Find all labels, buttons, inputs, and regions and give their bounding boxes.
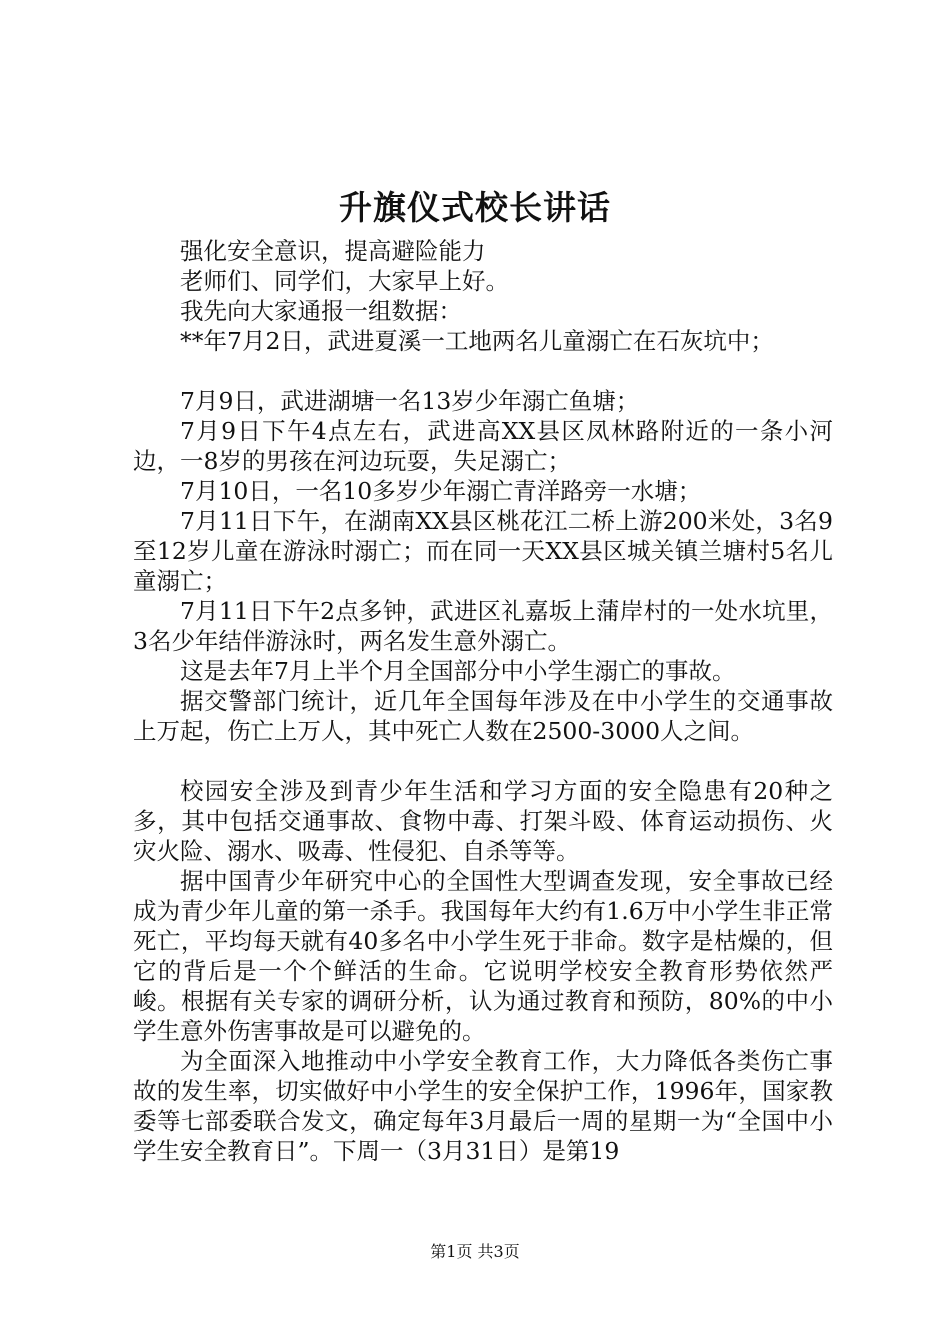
paragraph-research: 据中国青少年研究中心的全国性大型调查发现，安全事故已经成为青少年儿童的第一杀手。我国每年大约有1.6万中小学生非正常死亡，平均每天就有40多名中小学生死于非命。数字是枯燥的，但它的背后是一个个鲜活的生命。它说明学校安全教育形势依然严峻。根据有关专家的调研分析，认为通过教育和预防，80%的中小学生意外伤害事故是可以避免的。	[133, 867, 833, 1045]
paragraph-subtitle: 强化安全意识，提高避险能力	[180, 237, 486, 265]
paragraph-incident-6: 7月11日下午2点多钟，武进区礼嘉坂上蒲岸村的一处水坑里，3名少年结伴游泳时，两名发生意外溺亡。	[133, 597, 833, 655]
document-body	[133, 236, 833, 1166]
paragraph-incident-1: **年7月2日，武进夏溪一工地两名儿童溺亡在石灰坑中；	[180, 327, 774, 355]
blank-line	[133, 356, 833, 386]
page-title: 升旗仪式校长讲话	[339, 188, 611, 227]
paragraph-greeting: 老师们、同学们，大家早上好。	[180, 267, 509, 295]
paragraph-incident-5: 7月11日下午，在湖南XX县区桃花江二桥上游200米处，3名9至12岁儿童在游泳时溺亡；而在同一天XX县区城关镇兰塘村5名儿童溺亡；	[133, 507, 833, 595]
paragraph-incident-3: 7月9日下午4点左右，武进高XX县区凤林路附近的一条小河边，一8岁的男孩在河边玩耍，失足溺亡；	[133, 417, 833, 475]
paragraph-campus-safety: 校园安全涉及到青少年生活和学习方面的安全隐患有20种之多，其中包括交通事故、食物中毒、打架斗殴、体育运动损伤、火灾火险、溺水、吸毒、性侵犯、自杀等等。	[133, 777, 833, 865]
paragraph-incident-4: 7月10日，一名10多岁少年溺亡青洋路旁一水塘；	[180, 477, 702, 505]
paragraph-traffic: 据交警部门统计，近几年全国每年涉及在中小学生的交通事故上万起，伤亡上万人，其中死亡人数在2500-3000人之间。	[133, 687, 833, 745]
paragraph-intro: 我先向大家通报一组数据：	[180, 297, 462, 325]
blank-line	[133, 746, 833, 776]
paragraph-summary: 这是去年7月上半个月全国部分中小学生溺亡的事故。	[180, 657, 736, 685]
page-footer: 第1页 共3页	[430, 1242, 520, 1261]
paragraph-incident-2: 7月9日，武进湖塘一名13岁少年溺亡鱼塘；	[180, 387, 640, 415]
paragraph-education-day: 为全面深入地推动中小学安全教育工作，大力降低各类伤亡事故的发生率，切实做好中小学生的安全保护工作，1996年，国家教委等七部委联合发文，确定每年3月最后一周的星期一为“全国中小学生安全教育日”。下周一（3月31日）是第19	[133, 1047, 833, 1165]
